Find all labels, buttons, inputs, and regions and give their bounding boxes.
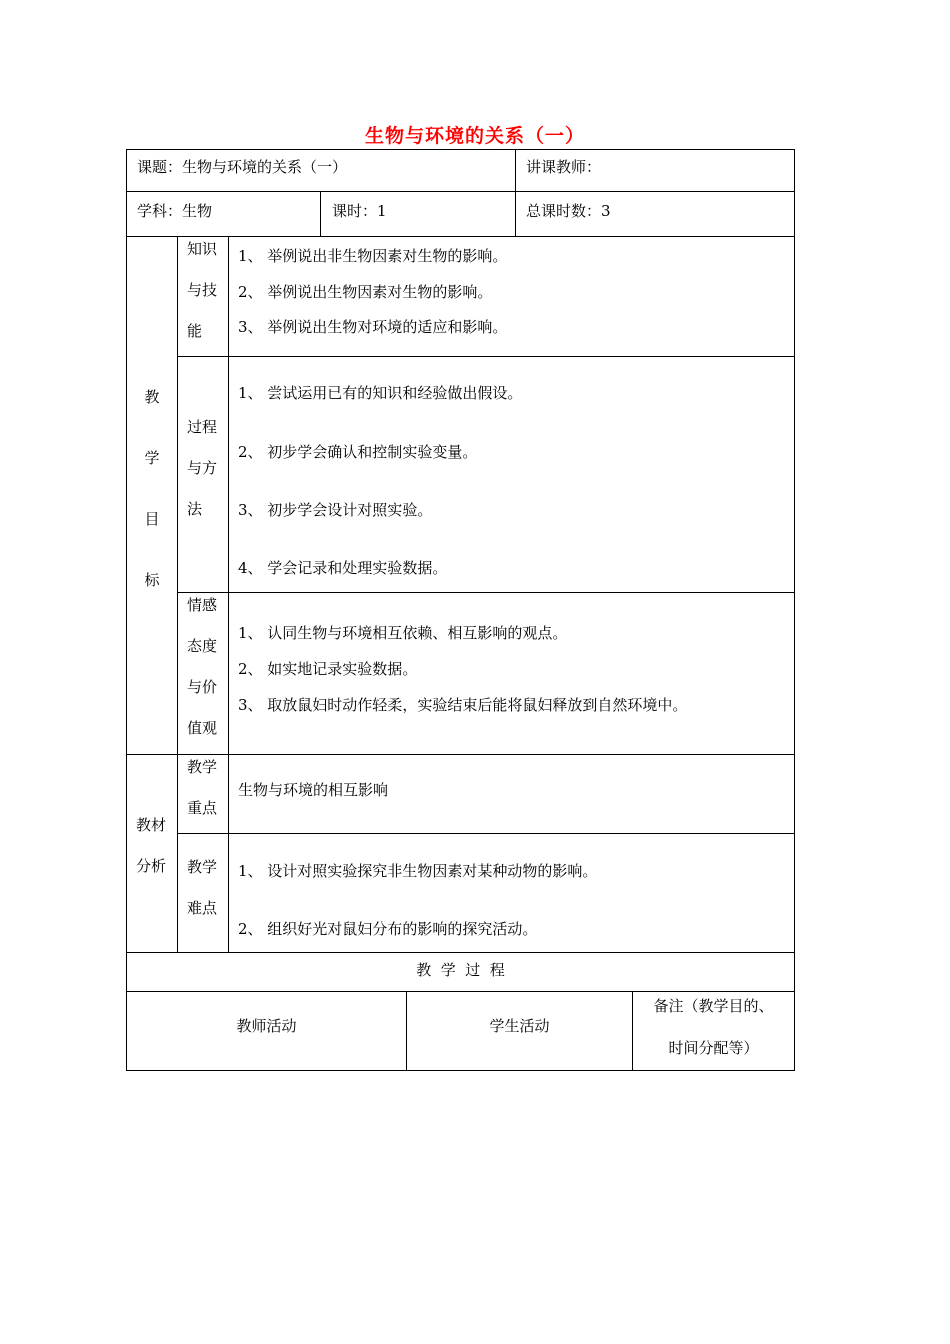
- total-hours-cell: [515, 191, 795, 237]
- key-point-content-cell: [228, 754, 795, 834]
- key-point-label: 教学 重点: [187, 758, 218, 817]
- document-title: 生物与环境的关系（一）: [364, 125, 585, 147]
- teacher-activity-header: 教师活动: [236, 1017, 297, 1035]
- teacher-text: 讲课教师：: [526, 158, 602, 176]
- analysis-label: 教材 分析: [136, 816, 167, 875]
- knowledge-label: 知识 与技 能: [187, 240, 218, 340]
- subject-cell: [126, 191, 321, 237]
- knowledge-item: 1、 举例说出非生物因素对生物的影响。: [238, 247, 508, 265]
- knowledge-item: 2、 举例说出生物因素对生物的影响。: [238, 283, 493, 301]
- teacher-activity-cell: [126, 991, 407, 1071]
- analysis-label-cell: [126, 754, 178, 953]
- knowledge-label-cell: [177, 236, 229, 357]
- attitude-label: 情感 态度 与价 值观: [187, 596, 218, 737]
- knowledge-content-cell: [228, 236, 795, 357]
- subject-text: 学科：生物: [137, 202, 213, 220]
- process-heading-cell: [126, 952, 795, 992]
- key-point-label-cell: [177, 754, 229, 834]
- objectives-label: 教 学 目 标: [144, 388, 160, 589]
- teacher-cell: [515, 149, 795, 192]
- process-item: 1、 尝试运用已有的知识和经验做出假设。: [238, 384, 523, 402]
- process-item: 4、 学会记录和处理实验数据。: [238, 559, 448, 577]
- attitude-item: 3、 取放鼠妇时动作轻柔，实验结束后能将鼠妇释放到自然环境中。: [238, 696, 688, 714]
- topic-text: 课题：生物与环境的关系（一）: [137, 158, 348, 176]
- remarks-header-line2: 时间分配等）: [668, 1039, 759, 1057]
- student-activity-cell: [406, 991, 633, 1071]
- difficulty-label: 教学 难点: [187, 858, 218, 917]
- hours-text: 课时：1: [332, 202, 387, 220]
- total-hours-text: 总课时数：3: [526, 202, 611, 220]
- difficulty-item: 2、 组织好光对鼠妇分布的影响的探究活动。: [238, 920, 538, 938]
- objectives-label-cell: [126, 236, 178, 755]
- topic-cell: [126, 149, 516, 192]
- attitude-item: 2、 如实地记录实验数据。: [238, 660, 418, 678]
- process-item: 3、 初步学会设计对照实验。: [238, 501, 433, 519]
- attitude-item: 1、 认同生物与环境相互依赖、相互影响的观点。: [238, 624, 568, 642]
- process-label-cell: [177, 356, 229, 593]
- difficulty-item: 1、 设计对照实验探究非生物因素对某种动物的影响。: [238, 862, 598, 880]
- attitude-content-cell: [228, 592, 795, 755]
- student-activity-header: 学生活动: [489, 1017, 550, 1035]
- process-label: 过程 与方 法: [187, 418, 218, 518]
- process-content-cell: [228, 356, 795, 593]
- difficulty-label-cell: [177, 833, 229, 953]
- attitude-label-cell: [177, 592, 229, 755]
- difficulty-content-cell: [228, 833, 795, 953]
- remarks-cell: [632, 991, 795, 1071]
- key-point-text: 生物与环境的相互影响: [238, 781, 389, 799]
- knowledge-item: 3、 举例说出生物对环境的适应和影响。: [238, 318, 508, 336]
- process-item: 2、 初步学会确认和控制实验变量。: [238, 443, 478, 461]
- hours-cell: [320, 191, 516, 237]
- process-heading: 教 学 过 程: [416, 961, 505, 979]
- remarks-header-line1: 备注（教学目的、: [653, 997, 774, 1015]
